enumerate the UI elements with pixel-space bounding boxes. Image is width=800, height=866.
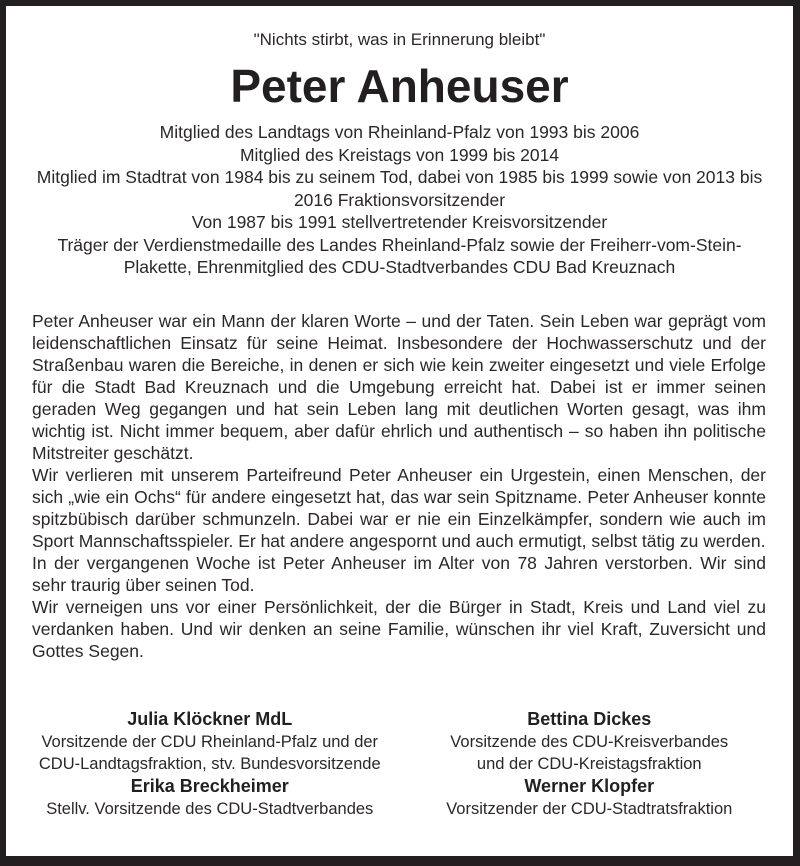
signatory-role-line: und der CDU-Kreistagsfraktion [476, 754, 702, 773]
signatory-role-line: Stellv. Vorsitzende des CDU-Stadtverbandes [46, 799, 374, 818]
signatories-right-column [400, 708, 780, 820]
honors-list [6, 121, 793, 279]
signatories-left-column [20, 708, 400, 820]
obituary-paragraph: Peter Anheuser war ein Mann der klaren Worte – und der Taten. Sein Leben war geprägt vom leidenschaftlichen Einsatz für seine Heimat. Insbesondere der Hochwasserschutz und der Straßenbau waren die Bereiche, in denen er sich wie kein zweiter eingesetzt und viele Erfolge für die Stadt Bad Kreuznach und die Umgebung erreicht hat. Dabei ist er immer seinen geraden Weg gegangen und hat sein Leben lang mit deutlichen Worten gesagt, was ihm wichtig ist. Nicht immer bequem, aber dafür ehrlich und authentisch – so haben ihn politische Mitstreiter geschätzt. [32, 310, 766, 463]
signatory-name: Julia Klöckner MdL [127, 708, 293, 729]
honor-line: Mitglied des Kreistags von 1999 bis 2014 [239, 144, 560, 165]
obituary-paragraph: Wir verneigen uns vor einer Persönlichkeit, der die Bürger in Stadt, Kreis und Land viel zu verdanken haben. Und wir denken an seine Familie, wünschen ihr viel Kraft, Zuversicht und Gottes Segen. [32, 596, 766, 661]
honor-line: Träger der Verdienstmedaille des Landes Rheinland-Pfalz sowie der Freiherr-vom-Stein-Plakette, Ehrenmitglied des CDU-Stadtverbandes CDU Bad Kreuznach [57, 234, 742, 277]
notice-header [6, 6, 793, 279]
signatory-name: Werner Klopfer [524, 775, 655, 796]
signatory-role-line: Vorsitzende der CDU Rheinland-Pfalz und der [41, 732, 379, 751]
signatory-name: Bettina Dickes [527, 708, 652, 729]
memorial-quote: "Nichts stirbt, was in Erinnerung bleibt" [253, 30, 546, 49]
signatories-block [6, 662, 793, 820]
obituary-paragraph: Wir verlieren mit unserem Parteifreund Peter Anheuser ein Urgestein, einen Menschen, der sich „wie ein Ochs“ für andere eingesetzt hat, das war sein Spitzname. Peter Anheuser konnte spitzbübisch darüber schmunzeln. Dabei war er nie ein Einzelkämpfer, sondern wie auch im Sport Mannschaftsspieler. Er hat andere angespornt und auch ermutigt, selbst tätig zu werden. [32, 464, 766, 551]
signatory-role-line: Vorsitzende des CDU-Kreisverbandes [450, 732, 729, 751]
honor-line: Von 1987 bis 1991 stellvertretender Kreisvorsitzender [191, 212, 608, 232]
signatory-role-line: CDU-Landtagsfraktion, stv. Bundesvorsitzende [38, 754, 381, 773]
obituary-paragraph: In der vergangenen Woche ist Peter Anheuser im Alter von 78 Jahren verstorben. Wir sind sehr traurig über seinen Tod. [32, 552, 766, 595]
honor-line: Mitglied im Stadtrat von 1984 bis zu seinem Tod, dabei von 1985 bis 1999 sowie von 2013 bis 2016 Fraktionsvorsitzender [36, 167, 763, 210]
signatory-name: Erika Breckheimer [130, 775, 289, 796]
deceased-name: Peter Anheuser [230, 60, 569, 112]
obituary-text [6, 279, 793, 662]
honor-line: Mitglied des Landtags von Rheinland-Pfalz von 1993 bis 2006 [159, 122, 640, 142]
signatory-role-line: Vorsitzender der CDU-Stadtratsfraktion [446, 799, 733, 818]
